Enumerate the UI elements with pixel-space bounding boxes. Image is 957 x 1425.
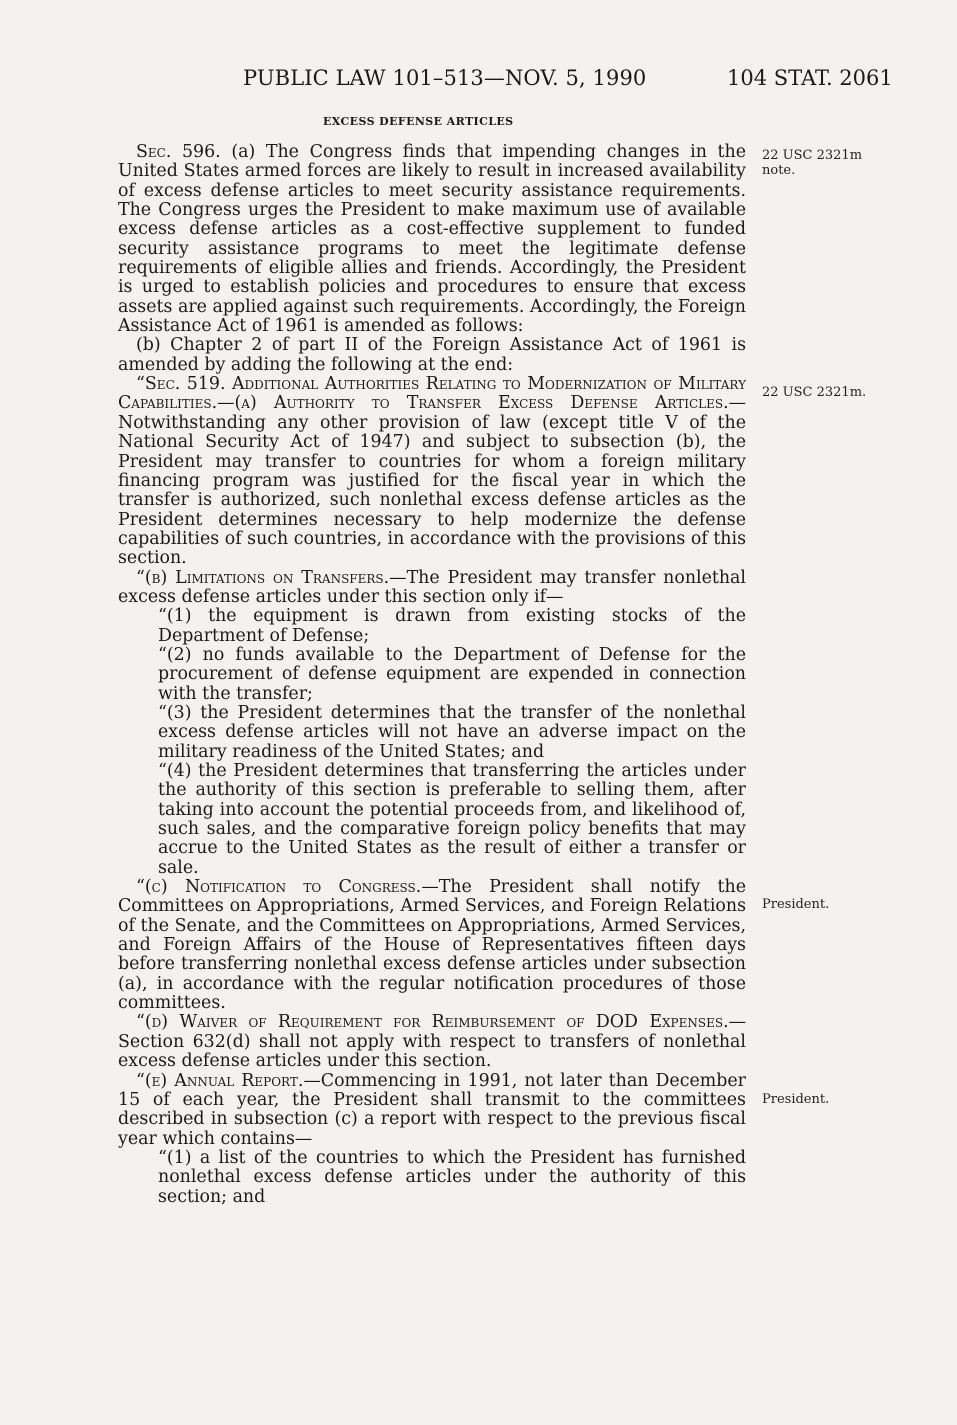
subsection-heading: “(c) Notification to Congress. <box>136 877 422 898</box>
margin-note-citation <box>762 148 862 178</box>
page-header-stat: 104 STAT. 2061 <box>727 66 893 90</box>
section-heading: EXCESS DEFENSE ARTICLES <box>323 115 514 128</box>
paragraph: “(b) Limitations on Transfers.—The President may transfer nonlethal excess defense articles under this section only if— <box>118 567 746 607</box>
subsection-heading: “Sec. 519. Additional Authorities Relating to Modernization of Military Capabilities.—(a) Authority to Transfer Excess Defense Articles. <box>118 374 746 414</box>
page-header-law: PUBLIC LAW 101–513—NOV. 5, 1990 <box>243 66 647 90</box>
margin-note-line: note. <box>762 163 796 178</box>
paragraph: “Sec. 519. Additional Authorities Relating to Modernization of Military Capabilities.—(a) Authority to Transfer Excess Defense Articles.—Notwithstanding any other provision of law (except title V of the National Security Act of 1947) and subject to subsection (b), the President may transfer to countries for whom a foreign military financing program was justified for the fiscal year in which the transfer is authorized, such nonlethal excess defense articles as the President determines necessary to help modernize the defense capabilities of such countries, in accordance with the provisions of this section. <box>118 374 746 569</box>
paragraph: “(c) Notification to Congress.—The President shall notify the Committees on Appropriations, Armed Services, and Foreign Relations of the Senate, and the Committees on Appropriations, Armed Services, and Foreign Affairs of the House of Representatives fifteen days before transferring nonlethal excess defense articles under subsection (a), in accordance with the regular notification procedures of those committees. <box>118 877 746 1014</box>
margin-note-president: President. <box>762 1092 830 1107</box>
paragraph: “(d) Waiver of Requirement for Reimbursement of DOD Expenses.—Section 632(d) shall not apply with respect to transfers of nonlethal excess defense articles under this section. <box>118 1012 747 1072</box>
margin-note-president: President. <box>762 897 830 912</box>
margin-note-citation: 22 USC 2321m. <box>762 385 867 400</box>
list-item: “(1) the equipment is drawn from existing stocks of the Department of Defense; <box>158 606 746 646</box>
list-item: “(3) the President determines that the transfer of the nonlethal excess defense articles will not have an adverse impact on the military readiness of the United States; and <box>158 702 746 762</box>
subsection-heading: “(e) Annual Report. <box>136 1070 304 1091</box>
subsection-heading: “(b) Limitations on Transfers. <box>136 567 390 588</box>
paragraph: (b) Chapter 2 of part II of the Foreign Assistance Act of 1961 is amended by adding the following at the end: <box>118 335 746 375</box>
paragraph: Sec. 596. (a) The Congress finds that impending changes in the United States armed forces are likely to result in increased availability of excess defense articles to meet security assistance requirements. The Congress urges the President to make maximum use of available excess defense articles as a cost-effective supplement to funded security assistance programs to meet the legitimate defense requirements of eligible allies and friends. Accordingly, the President is urged to establish policies and procedures to ensure that excess assets are applied against such requirements. Accordingly, the Foreign Assistance Act of 1961 is amended as follows: <box>118 142 746 337</box>
paragraph: “(e) Annual Report.—Commencing in 1991, not later than December 15 of each year, the President shall transmit to the committees described in subsection (c) a report with respect to the previous fiscal year which contains— <box>118 1070 746 1149</box>
margin-note-line: 22 USC 2321m <box>762 148 863 163</box>
document-body <box>118 143 746 1207</box>
list-item: “(2) no funds available to the Department of Defense for the procurement of defense equipment are expended in connection with the transfer; <box>158 644 746 704</box>
list-item: “(1) a list of the countries to which the President has furnished nonlethal excess defense articles under the authority of this section; and <box>158 1147 746 1207</box>
subsection-heading: “(d) Waiver of Requirement for Reimbursement of <box>136 1012 585 1033</box>
list-item: “(4) the President determines that transferring the articles under the authority of this section is preferable to selling them, after taking into account the potential proceeds from, and likelihood of, such sales, and the comparative foreign policy benefits that may accrue to the United States as the result of either a transfer or sale. <box>158 761 746 878</box>
section-label: Sec. 596. <box>136 142 221 162</box>
